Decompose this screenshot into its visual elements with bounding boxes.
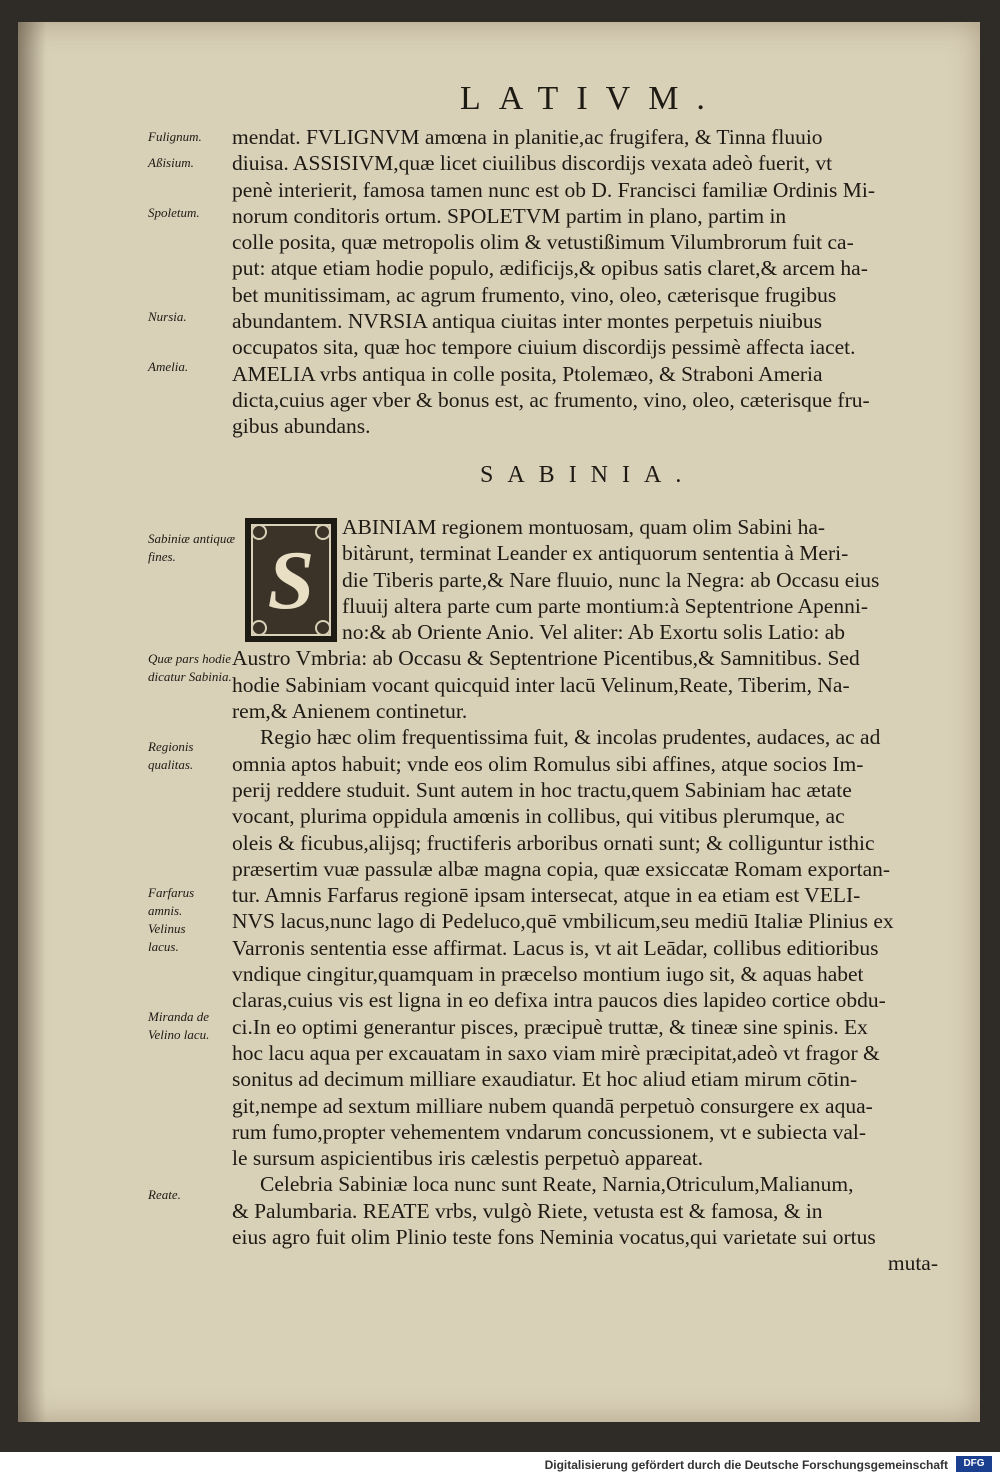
text-line: put: atque etiam hodie populo, ædificijs,& opibus satis claret,& arcem ha- [232,256,868,281]
text-line: omnia aptos habuit; vnde eos olim Romulus sibi affines, atque socios Im- [232,751,864,776]
margin-note-nursia: Nursia. [148,309,187,324]
text-line: eius agro fuit olim Plinio teste fons Neminia vocatus,qui varietate sui ortus [232,1225,876,1250]
text-line: ci.In eo optimi generantur pisces, præcipuè truttæ, & tineæ sine spinis. Ex [232,1014,868,1039]
text-line: perij reddere studuit. Sunt autem in hoc tractu,quem Sabiniam hac ætate [232,777,852,802]
text-line: bet munitissimam, ac agrum frumento, vino, oleo, cæterisque frugibus [232,282,837,307]
text-line: rum fumo,propter vehementem vndarum concussionem, vt e subiecta val- [232,1119,867,1144]
text-line: gibus abundans. [232,414,371,439]
text-line: le sursum aspicientibus iris cælestis perpetuò appareat. [232,1146,704,1171]
text-line: dicta,cuius ager vber & bonus est, ac frumento, vino, oleo, cæterisque fru- [232,387,870,412]
text-line: norum conditoris ortum. SPOLETVM partim in plano, partim in [232,203,787,228]
text-line: no:& ab Oriente Anio. Vel aliter: Ab Exortu solis Latio: ab [342,620,845,645]
text-line: claras,cuius vis est ligna in eo defixa intra paucos dies lapideo cortice obdu- [232,988,886,1013]
text-line: Regio hæc olim frequentissima fuit, & incolas prudentes, audaces, ac ad [260,725,881,750]
margin-note-farfarus: Farfarus amnis. Velinus lacus. [148,885,195,954]
decorated-initial-letter: S [251,524,331,636]
text-line: mendat. FVLIGNVM amœna in planitie,ac frugifera, & Tinna fluuio [232,125,823,149]
text-line: Austro Vmbria: ab Occasu & Septentrione Picentibus,& Samnitibus. Sed [232,646,860,671]
text-line: penè interierit, famosa tamen nunc est ob D. Francisci familiæ Ordinis Mi- [232,177,876,202]
margin-note-regionis-qualitas: Regionis qualitas. [148,739,194,772]
text-line: tur. Amnis Farfarus regionē ipsam intersecat, atque in ea etiam est VELI- [232,883,861,908]
text-line: git,nempe ad sextum milliare nubem quandā perpetuò consurgere ex aqua- [232,1093,873,1118]
margin-note-miranda: Miranda de Velino lacu. [148,1009,210,1042]
margin-note-fulignum: Fulignum. [148,129,202,144]
text-line: rem,& Anienem continetur. [232,699,468,724]
footer-credit: Digitalisierung gefördert durch die Deutsche Forschungsgemeinschaft [544,1458,948,1472]
gutter-shadow [18,22,46,1422]
text-line: diuisa. ASSISIVM,quæ licet ciuilibus discordijs vexata adeò fuerit, vt [232,151,833,176]
text-line: abundantem. NVRSIA antiqua ciuitas inter montes perpetuis niuibus [232,309,822,334]
text-line: sonitus ad decimum milliare exaudiatur. Et hoc aliud etiam mirum cōtin- [232,1067,858,1092]
text-line: hoc lacu aqua per excauatam in saxo viam mirè præcipitat,adeò vt fragor & [232,1040,880,1065]
text-line: AMELIA vrbs antiqua in colle posita, Ptolemæo, & Straboni Ameria [232,361,823,386]
margin-note-sabiniae-fines: Sabiniæ antiquæ fines. [148,531,236,564]
text-line: fluuij altera parte cum parte montium:à Septentrione Apenni- [342,593,868,618]
text-line: Varronis sententia esse affirmat. Lacus is, vt ait Leādar, collibus editioribus [232,935,879,960]
text-line: occupatos sita, quæ hoc tempore ciuium discordijs pessimè affecta iacet. [232,335,856,360]
text-line: bitàrunt, terminat Leander ex antiquorum sententia à Meri- [342,541,849,566]
section-title: SABINIA. [480,462,696,488]
text-line: præsertim vuæ passulæ albæ magna copia, quæ exsiccatæ Romam exportan- [232,856,891,881]
margin-note-reate: Reate. [148,1187,181,1202]
dfg-logo: DFG [956,1456,992,1472]
margin-note-amelia: Amelia. [148,359,189,374]
text-line: ABINIAM regionem montuosam, quam olim Sabini ha- [342,515,826,539]
text-line: vndique cingitur,quamquam in præcelso montium iugo sit, & aquas habet [232,962,864,987]
margin-note-assisium: Aßisium. [148,155,194,170]
text-line: die Tiberis parte,& Nare fluuio, nunc la Negra: ab Occasu eius [342,567,880,592]
text-block-sabinia [232,514,962,1277]
text-line: colle posita, quæ metropolis olim & vetustißimum Vilumbrorum fuit ca- [232,230,854,255]
text-line: vocant, plurima oppidula amœnis in collibus, qui vitibus plerumque, ac [232,804,845,829]
text-line: & Palumbaria. REATE vrbs, vulgò Riete, vetusta est & famosa, & in [232,1198,823,1223]
text-line: hodie Sabiniam vocant quicquid inter lacū Velinum,Reate, Tiberim, Na- [232,672,850,697]
margin-note-spoletum: Spoletum. [148,205,200,220]
text-line: NVS lacus,nunc lago di Pedeluco,quē vmbilicum,seu mediū Italiæ Plinius ex [232,909,894,934]
margin-note-quae-pars: Quæ pars hodie dicatur Sabinia. [148,651,232,684]
text-block-lativm [232,124,962,440]
text-line: oleis & ficubus,alijsq; fructiferis arboribus ornati sunt; & colliguntur isthic [232,830,875,855]
running-head: LATIVM. [460,80,723,117]
text-line: Celebria Sabiniæ loca nunc sunt Reate, Narnia,Otriculum,Malianum, [260,1172,854,1197]
catchword: muta- [887,1251,938,1276]
